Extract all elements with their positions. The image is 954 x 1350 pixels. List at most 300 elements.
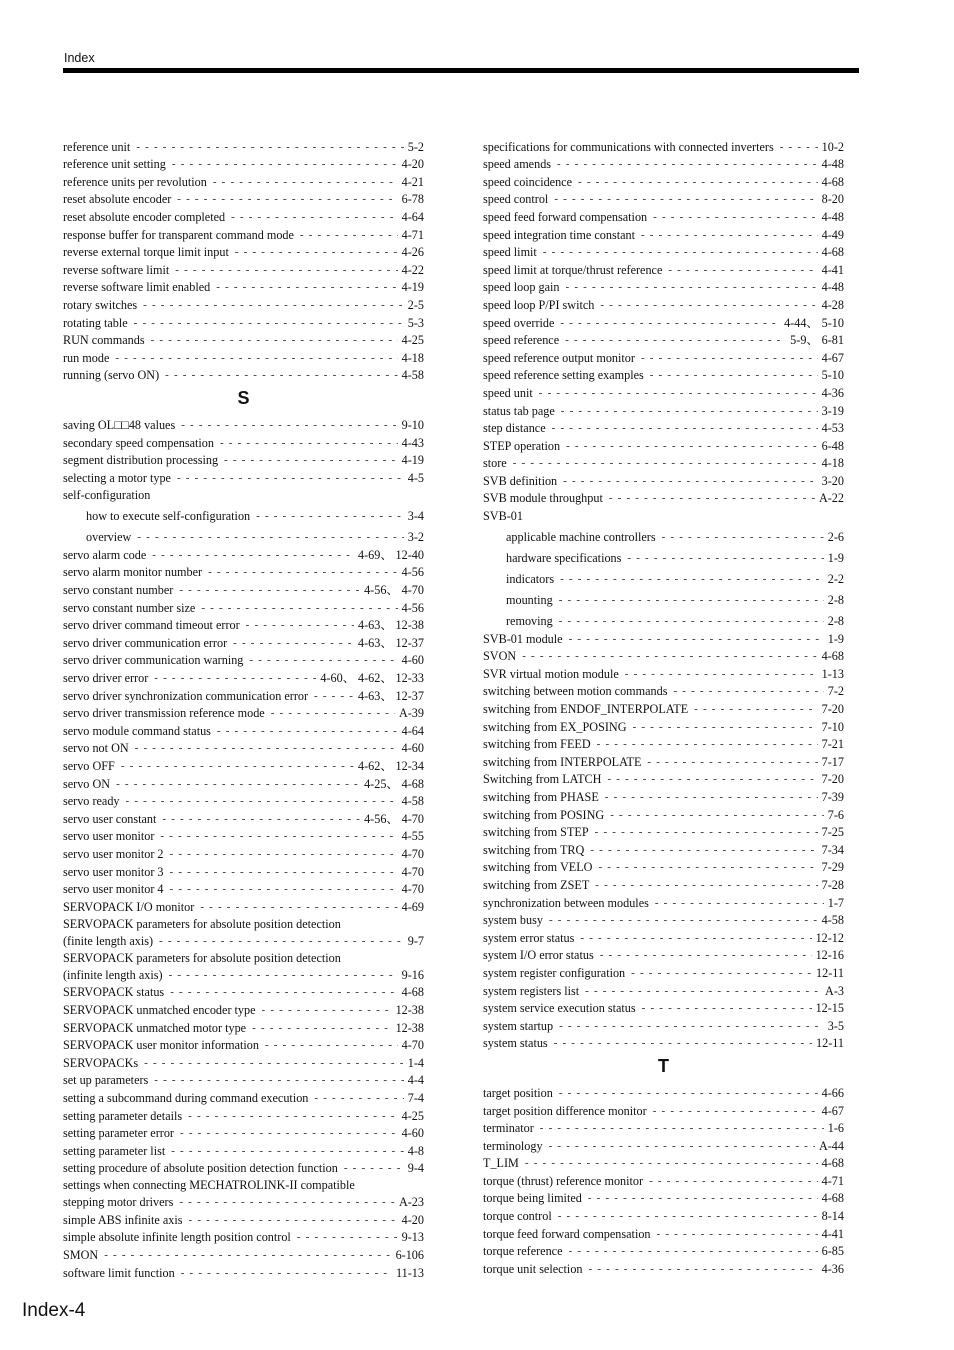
dot-leader xyxy=(631,966,812,980)
entry-page-ref: 1-7 xyxy=(827,895,844,910)
dot-leader xyxy=(600,298,817,312)
dot-leader xyxy=(578,175,818,189)
entry-term: switching from PHASE xyxy=(483,790,599,804)
entry-term: rotating table xyxy=(63,315,128,330)
index-entry xyxy=(63,982,424,1000)
dot-leader xyxy=(673,684,823,698)
entry-page-ref: 4-43 xyxy=(401,435,424,450)
entry-term: (infinite length axis) xyxy=(63,967,163,982)
entry-term: servo driver command timeout error xyxy=(63,618,240,633)
dot-leader xyxy=(169,968,398,982)
entry-term: speed override xyxy=(483,315,555,330)
entry-term: SMON xyxy=(63,1248,99,1263)
index-entry xyxy=(63,703,424,721)
entry-term: mounting xyxy=(506,593,553,608)
entry-page-ref: 12-12 xyxy=(815,930,844,945)
dot-leader xyxy=(134,316,404,330)
index-entry xyxy=(483,1153,844,1171)
entry-page-ref: 7-2 xyxy=(827,684,844,699)
index-entry xyxy=(63,347,424,365)
entry-term: SVB definition xyxy=(483,473,558,488)
entry-page-ref: 9-13 xyxy=(401,1230,424,1245)
entry-term: hardware specifications xyxy=(506,551,622,566)
dot-leader xyxy=(159,934,404,948)
dot-leader xyxy=(559,593,824,607)
index-entry xyxy=(483,998,844,1016)
index-entry xyxy=(483,1223,844,1241)
index-entry xyxy=(63,206,424,224)
entry-page-ref: 4-4 xyxy=(407,1073,424,1088)
entry-term: speed amends xyxy=(483,157,552,172)
index-entry xyxy=(483,1100,844,1118)
entry-term: setting a subcommand during command execution xyxy=(63,1090,309,1105)
section-letter: S xyxy=(237,388,250,409)
dot-leader xyxy=(252,1021,391,1035)
dot-leader xyxy=(566,280,818,294)
entry-term: servo user monitor 2 xyxy=(63,846,164,861)
entry-page-ref: 4-18 xyxy=(401,350,424,365)
index-entry xyxy=(483,453,844,471)
index-subentry xyxy=(63,502,424,523)
entry-term: setting parameter error xyxy=(63,1126,174,1141)
entry-page-ref: 3-2 xyxy=(407,530,424,545)
dot-leader xyxy=(554,192,817,206)
entry-page-ref: 6-106 xyxy=(395,1248,424,1263)
entry-page-ref: 1-4 xyxy=(407,1055,424,1070)
entry-term: servo driver error xyxy=(63,671,149,686)
dot-leader xyxy=(154,1073,403,1087)
entry-page-ref: 4-70 xyxy=(401,864,424,879)
index-entry xyxy=(63,136,424,154)
index-entry xyxy=(63,932,424,948)
entry-page-ref: 12-11 xyxy=(816,1036,844,1051)
entry-term: system startup xyxy=(483,1018,554,1033)
entry-term: system status xyxy=(483,1036,548,1051)
index-entry xyxy=(483,1188,844,1206)
index-entry xyxy=(63,1209,424,1227)
entry-term: servo module command status xyxy=(63,723,211,738)
dot-leader xyxy=(165,368,398,382)
entry-page-ref: 4-68 xyxy=(821,649,844,664)
index-entry xyxy=(63,1070,424,1088)
dot-leader xyxy=(641,351,818,365)
entry-first-line: settings when connecting MECHATROLINK-II compatible xyxy=(63,1178,355,1193)
dot-leader xyxy=(539,386,818,400)
index-column-left xyxy=(63,136,424,1280)
index-entry xyxy=(483,698,844,716)
entry-term: speed control xyxy=(483,192,549,207)
index-subentry xyxy=(483,544,844,565)
entry-page-ref: 4-58 xyxy=(821,913,844,928)
index-entry xyxy=(63,1052,424,1070)
entry-term: speed loop gain xyxy=(483,280,560,295)
index-entry xyxy=(483,945,844,963)
dot-leader xyxy=(647,755,817,769)
dot-leader xyxy=(694,702,818,716)
dot-leader xyxy=(569,1244,818,1258)
index-entry xyxy=(483,382,844,400)
entry-page-ref: 7-6 xyxy=(827,807,844,822)
dot-leader xyxy=(213,175,398,189)
entry-page-ref: 6-85 xyxy=(821,1244,844,1259)
entry-page-ref: 6-78 xyxy=(401,192,424,207)
entry-term: switching from STEP xyxy=(483,825,589,840)
index-entry xyxy=(483,470,844,488)
index-entry xyxy=(483,136,844,154)
entry-term: switching from ZSET xyxy=(483,877,590,892)
dot-leader xyxy=(126,794,398,808)
entry-page-ref: 4-5 xyxy=(407,470,424,485)
entry-page-ref: 4-56 xyxy=(401,565,424,580)
dot-leader xyxy=(179,1195,395,1209)
entry-term: torque control xyxy=(483,1209,552,1224)
page-number: Index-4 xyxy=(22,1300,86,1321)
dot-leader xyxy=(115,351,397,365)
entry-page-ref: 4-63、 12-37 xyxy=(357,635,424,650)
entry-term: SERVOPACK unmatched encoder type xyxy=(63,1002,256,1017)
entry-page-ref: 4-25 xyxy=(401,1108,424,1123)
index-entry xyxy=(63,966,424,982)
entry-page-ref: 4-64 xyxy=(401,209,424,224)
entry-term: speed reference setting examples xyxy=(483,368,644,383)
index-entry xyxy=(63,467,424,485)
entry-term: servo OFF xyxy=(63,759,115,773)
index-entry xyxy=(63,277,424,295)
index-entry xyxy=(483,786,844,804)
index-entry xyxy=(63,755,424,773)
entry-term: reverse software limit xyxy=(63,262,170,277)
entry-term: segment distribution processing xyxy=(63,453,219,468)
entry-page-ref: 4-60、 4-62、 12-33 xyxy=(320,671,424,686)
index-entry xyxy=(63,685,424,703)
entry-term: SERVOPACK status xyxy=(63,985,165,1000)
index-entry xyxy=(63,773,424,791)
entry-page-ref: 5-3 xyxy=(407,315,424,330)
index-entry xyxy=(63,826,424,844)
dot-leader xyxy=(627,551,823,565)
dot-leader xyxy=(633,720,818,734)
dot-leader xyxy=(208,565,398,579)
index-entry xyxy=(63,861,424,879)
index-entry xyxy=(63,999,424,1017)
dot-leader xyxy=(525,1156,818,1170)
index-entry xyxy=(63,450,424,468)
entry-term: switching from POSING xyxy=(483,807,605,822)
dot-leader xyxy=(181,418,397,432)
entry-term: step distance xyxy=(483,421,546,436)
dot-leader xyxy=(607,772,817,786)
entry-term: Switching from LATCH xyxy=(483,772,602,787)
index-entry xyxy=(483,224,844,242)
entry-term: status tab page xyxy=(483,403,555,418)
entry-term: speed coincidence xyxy=(483,174,572,189)
entry-page-ref: 4-20 xyxy=(401,1212,424,1227)
entry-page-ref: 4-48 xyxy=(821,157,844,172)
entry-page-ref: 7-25 xyxy=(821,825,844,840)
entry-page-ref: 2-5 xyxy=(407,297,424,312)
entry-page-ref: 7-39 xyxy=(821,790,844,804)
index-entry xyxy=(483,751,844,769)
index-subentry xyxy=(63,523,424,544)
index-entry xyxy=(63,1035,424,1053)
entry-term: how to execute self-configuration xyxy=(86,509,251,524)
dot-leader xyxy=(171,1144,404,1158)
dot-leader xyxy=(136,140,403,154)
entry-term: saving OL□□48 values xyxy=(63,417,176,432)
entry-term: servo user monitor 4 xyxy=(63,882,164,897)
entry-page-ref: 4-63、 12-38 xyxy=(357,618,424,633)
entry-term: torque being limited xyxy=(483,1191,582,1206)
entry-term: speed unit xyxy=(483,385,533,400)
index-entry xyxy=(483,1118,844,1136)
index-entry xyxy=(483,839,844,857)
index-entry xyxy=(63,632,424,650)
dot-leader xyxy=(300,228,398,242)
dot-leader xyxy=(170,985,397,999)
entry-term: switching from FEED xyxy=(483,737,591,752)
entry-term: torque reference xyxy=(483,1244,563,1259)
entry-term: setting procedure of absolute position detection function xyxy=(63,1161,338,1176)
index-entry xyxy=(63,1017,424,1035)
index-entry xyxy=(483,910,844,928)
entry-term: SVON xyxy=(483,649,517,664)
entry-term: system service execution status xyxy=(483,1001,636,1016)
dot-leader xyxy=(580,931,811,945)
entry-page-ref: 4-48 xyxy=(821,280,844,295)
entry-page-ref: 4-68 xyxy=(401,985,424,1000)
dot-leader xyxy=(246,618,354,632)
entry-term: servo user monitor 3 xyxy=(63,864,164,879)
entry-page-ref: 3-5 xyxy=(827,1018,844,1033)
dot-leader xyxy=(175,263,397,277)
entry-page-ref: 4-70 xyxy=(401,1038,424,1053)
entry-term: specifications for communications with connected inverters xyxy=(483,139,774,154)
dot-leader xyxy=(217,724,398,738)
index-subentry xyxy=(483,607,844,628)
entry-page-ref: 4-68 xyxy=(821,1156,844,1171)
entry-page-ref: 4-62、 12-34 xyxy=(357,759,424,773)
entry-page-ref: 4-18 xyxy=(821,456,844,471)
dot-leader xyxy=(135,741,398,755)
dot-leader xyxy=(780,140,818,154)
index-entry xyxy=(483,400,844,418)
entry-page-ref: 4-60 xyxy=(401,741,424,756)
entry-term: running (servo ON) xyxy=(63,368,160,383)
entry-page-ref: 4-56、 4-70 xyxy=(364,583,424,598)
entry-page-ref: 1-9 xyxy=(827,631,844,646)
entry-page-ref: 12-38 xyxy=(395,1020,424,1035)
entry-term: SVR virtual motion module xyxy=(483,666,619,681)
dot-leader xyxy=(170,882,398,896)
entry-page-ref: 8-14 xyxy=(821,1209,844,1224)
dot-leader xyxy=(540,1121,824,1135)
entry-page-ref: 5-10 xyxy=(821,368,844,383)
entry-page-ref: 4-21 xyxy=(401,174,424,189)
entry-term: store xyxy=(483,456,507,471)
entry-term: servo alarm code xyxy=(63,547,147,562)
dot-leader xyxy=(160,829,397,843)
entry-term: reset absolute encoder completed xyxy=(63,209,226,224)
dot-leader xyxy=(256,509,404,523)
index-entry xyxy=(483,171,844,189)
entry-page-ref: 4-19 xyxy=(401,280,424,295)
index-entry xyxy=(63,1087,424,1105)
index-entry xyxy=(483,418,844,436)
dot-leader xyxy=(625,667,818,681)
entry-term: setting parameter list xyxy=(63,1143,166,1158)
dot-leader xyxy=(552,421,818,435)
entry-page-ref: 4-69 xyxy=(401,899,424,914)
entry-term: speed reference xyxy=(483,333,560,348)
index-entry xyxy=(483,365,844,383)
entry-page-ref: 4-36 xyxy=(821,385,844,400)
entry-page-ref: 4-71 xyxy=(821,1173,844,1188)
index-entry xyxy=(63,259,424,277)
entry-term: rotary switches xyxy=(63,297,138,312)
entry-page-ref: 4-68 xyxy=(821,245,844,260)
entry-page-ref: 4-68 xyxy=(821,1191,844,1206)
entry-page-ref: 7-20 xyxy=(821,702,844,717)
dot-leader xyxy=(162,812,360,826)
dot-leader xyxy=(549,1139,815,1153)
entry-page-ref: 2-8 xyxy=(827,593,844,608)
dot-leader xyxy=(554,1036,812,1050)
entry-page-ref: 4-28 xyxy=(821,297,844,312)
entry-term: servo driver communication warning xyxy=(63,653,244,668)
dot-leader xyxy=(344,1161,404,1175)
entry-term: SVB module throughput xyxy=(483,491,603,506)
entry-page-ref: 12-16 xyxy=(815,948,844,963)
entry-term: speed limit at torque/thrust reference xyxy=(483,262,663,277)
index-entry xyxy=(483,734,844,752)
entry-page-ref: 4-48 xyxy=(821,209,844,224)
entry-term: reverse external torque limit input xyxy=(63,245,229,260)
entry-page-ref: 4-25、 4-68 xyxy=(364,776,424,791)
index-entry xyxy=(483,927,844,945)
entry-page-ref: 9-7 xyxy=(407,933,424,948)
index-entry xyxy=(483,874,844,892)
index-entry-multiline xyxy=(63,914,424,948)
index-entry xyxy=(63,432,424,450)
index-entry xyxy=(63,330,424,348)
entry-term: reset absolute encoder xyxy=(63,192,172,207)
index-entry xyxy=(63,1123,424,1141)
entry-page-ref: 4-20 xyxy=(401,157,424,172)
dot-leader xyxy=(598,860,817,874)
index-entry xyxy=(483,1205,844,1223)
entry-term: indicators xyxy=(506,572,555,587)
index-entry xyxy=(63,896,424,914)
index-entry xyxy=(483,892,844,910)
dot-leader xyxy=(558,1209,818,1223)
dot-leader xyxy=(513,456,818,470)
index-entry xyxy=(483,1033,844,1051)
index-entry xyxy=(63,579,424,597)
entry-term: servo driver synchronization communication error xyxy=(63,688,309,703)
entry-term: servo alarm monitor number xyxy=(63,565,203,580)
dot-leader xyxy=(265,1038,398,1052)
index-entry xyxy=(63,1105,424,1123)
entry-page-ref: 4-8 xyxy=(407,1143,424,1158)
index-entry-multiline xyxy=(63,948,424,982)
dot-leader xyxy=(560,572,824,586)
entry-term: speed loop P/PI switch xyxy=(483,297,595,312)
dot-leader xyxy=(177,471,404,485)
entry-term: system I/O error status xyxy=(483,948,594,963)
dot-leader xyxy=(154,671,316,685)
dot-leader xyxy=(589,1262,818,1276)
dot-leader xyxy=(595,878,817,892)
entry-page-ref: 4-60 xyxy=(401,1126,424,1141)
entry-page-ref: 4-41 xyxy=(821,262,844,277)
dot-leader xyxy=(662,530,824,544)
index-entry xyxy=(483,980,844,998)
entry-term: run mode xyxy=(63,350,110,365)
dot-leader xyxy=(600,948,812,962)
entry-term: system busy xyxy=(483,913,543,928)
index-entry xyxy=(483,189,844,207)
index-entry xyxy=(63,667,424,685)
entry-page-ref: 4-70 xyxy=(401,846,424,861)
index-subentry xyxy=(483,565,844,586)
entry-term: switching from VELO xyxy=(483,860,593,875)
dot-leader xyxy=(590,843,817,857)
index-entry xyxy=(483,769,844,787)
running-header: Index xyxy=(64,51,95,65)
index-entry xyxy=(63,414,424,432)
entry-page-ref: 4-56 xyxy=(401,600,424,615)
entry-page-ref: 1-13 xyxy=(821,666,844,681)
dot-leader xyxy=(653,210,818,224)
dot-leader xyxy=(595,825,818,839)
dot-leader xyxy=(177,192,397,206)
dot-leader xyxy=(297,1230,398,1244)
entry-term: removing xyxy=(506,614,553,629)
entry-term: SERVOPACK user monitor information xyxy=(63,1038,259,1053)
dot-leader xyxy=(668,263,817,277)
entry-term: servo driver communication error xyxy=(63,635,228,650)
dot-leader xyxy=(179,583,360,597)
entry-page-ref: 4-36 xyxy=(821,1261,844,1276)
entry-page-ref: 12-38 xyxy=(395,1002,424,1017)
dot-leader xyxy=(137,530,403,544)
entry-page-ref: 8-20 xyxy=(821,192,844,207)
index-entry xyxy=(483,962,844,980)
index-entry xyxy=(483,1241,844,1259)
entry-term: torque unit selection xyxy=(483,1261,583,1276)
entry-page-ref: 2-2 xyxy=(827,572,844,587)
entry-term: speed integration time constant xyxy=(483,227,635,242)
entry-first-line: SERVOPACK parameters for absolute position detection xyxy=(63,916,341,931)
entry-term: response buffer for transparent command mode xyxy=(63,227,294,242)
index-entry xyxy=(63,1140,424,1158)
dot-leader xyxy=(262,1003,392,1017)
index-entry xyxy=(63,791,424,809)
index-entry xyxy=(63,312,424,330)
entry-term: terminator xyxy=(483,1121,534,1136)
entry-page-ref: 4-55 xyxy=(401,829,424,844)
index-entry xyxy=(483,154,844,172)
dot-leader xyxy=(543,245,818,259)
dot-leader xyxy=(642,1001,812,1015)
entry-page-ref: 7-10 xyxy=(821,719,844,734)
dot-leader xyxy=(566,439,818,453)
entry-page-ref: 10-2 xyxy=(821,139,844,154)
entry-page-ref: 4-67 xyxy=(821,350,844,365)
dot-leader xyxy=(650,368,818,382)
entry-page-ref: 7-21 xyxy=(821,737,844,752)
entry-term: overview xyxy=(86,530,132,545)
